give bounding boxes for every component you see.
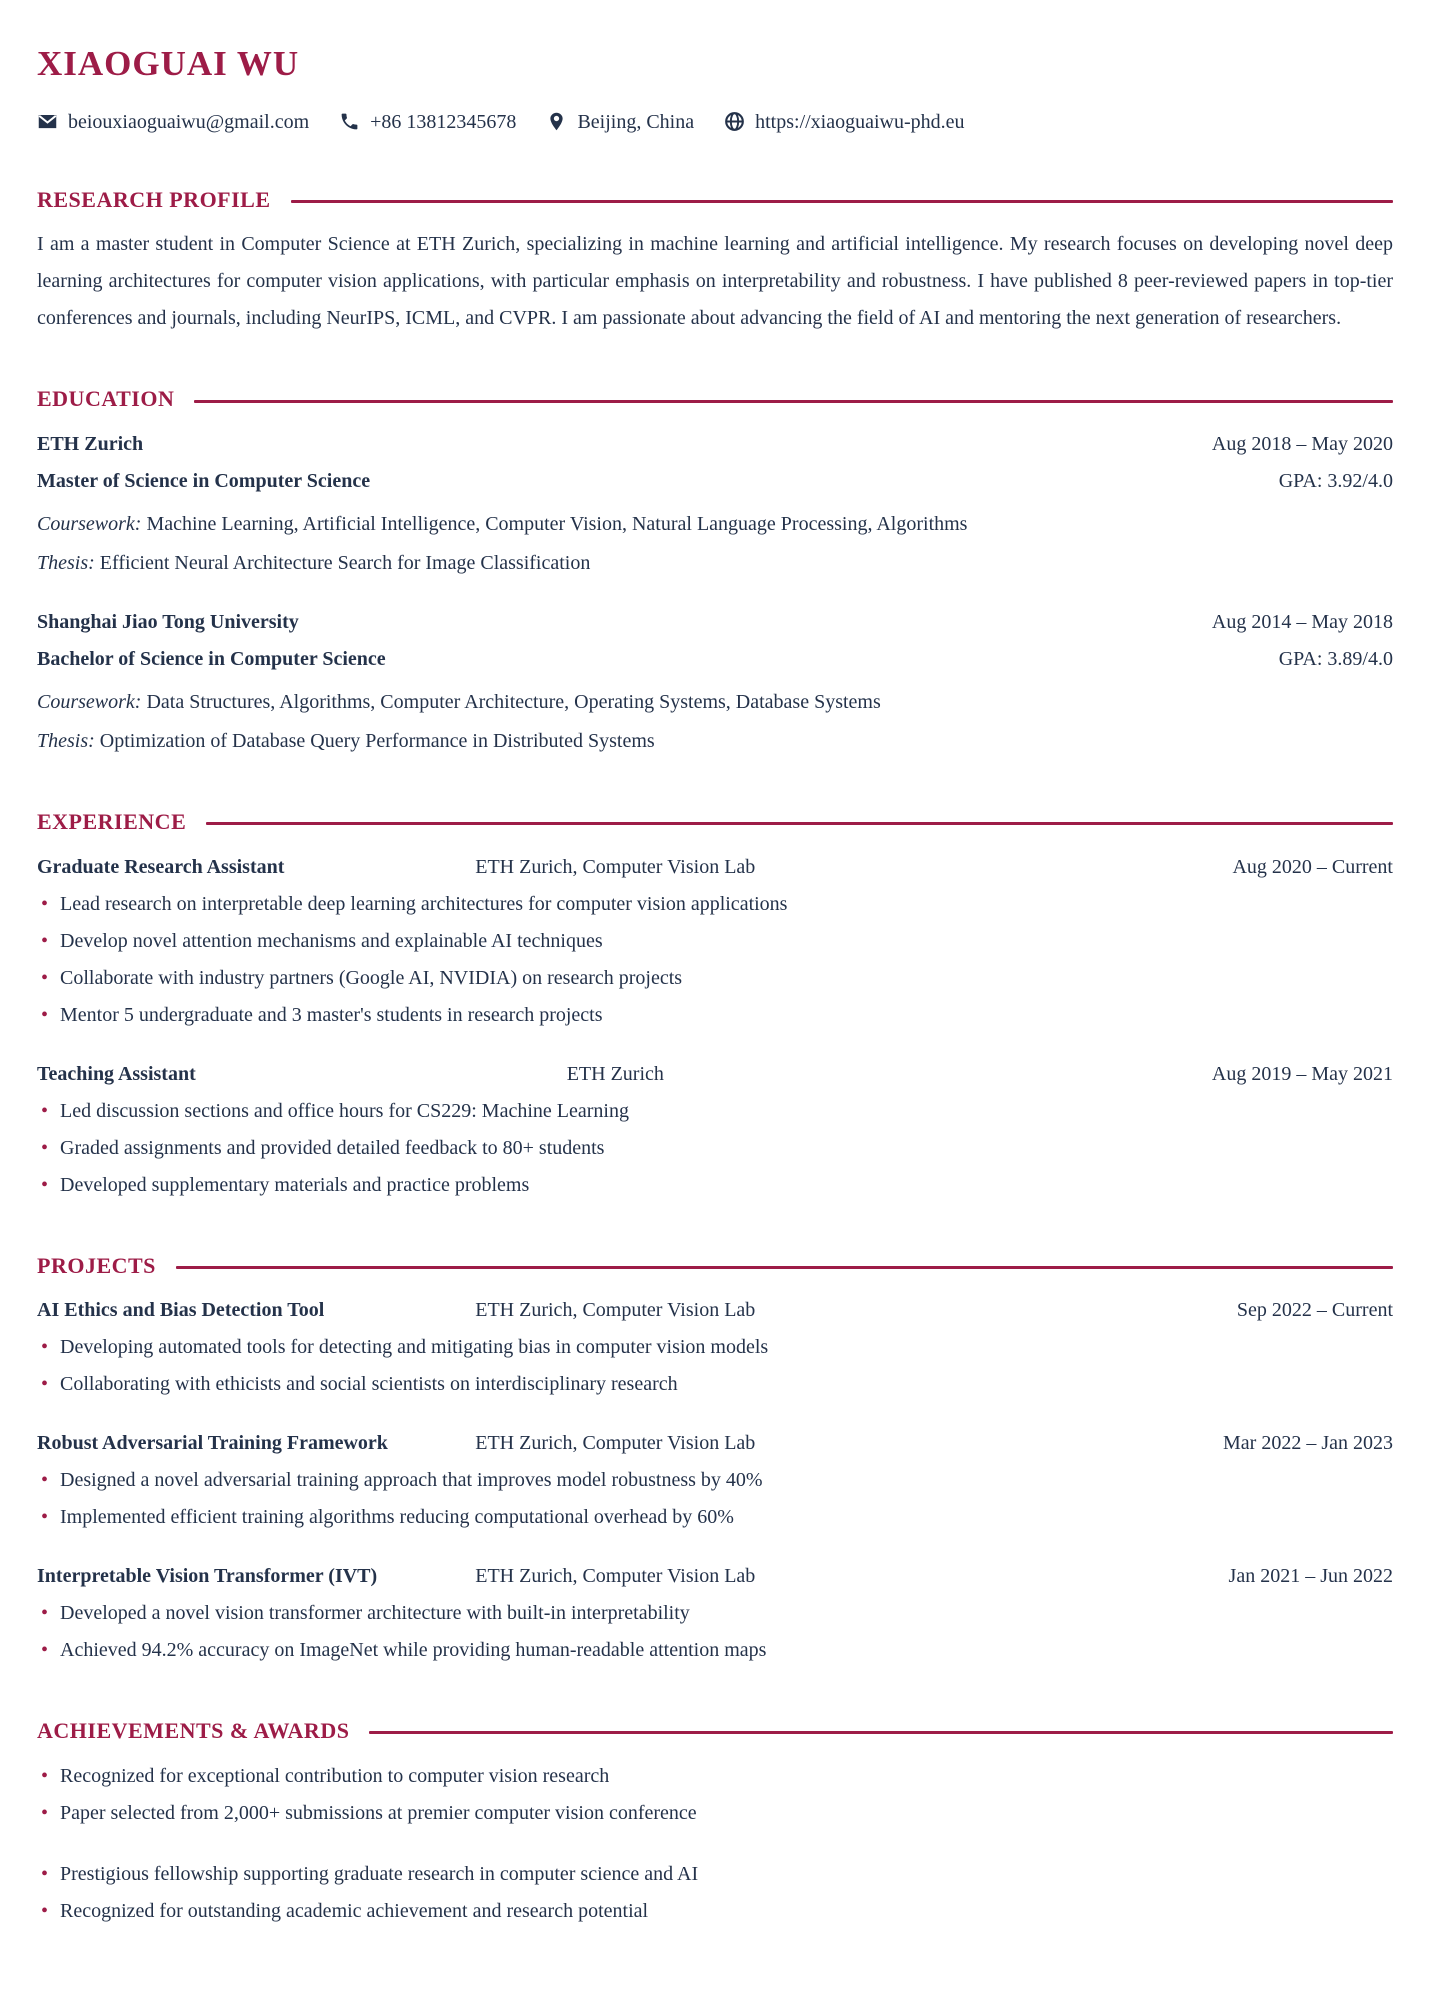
project-bullets <box>37 1329 1393 1403</box>
education-dates: Aug 2018 – May 2020 <box>1211 432 1393 455</box>
award-group <box>37 1758 1393 1832</box>
award-group <box>37 1856 1393 1930</box>
bullet-item: • Lead research on interpretable deep learning architectures for computer vision applications <box>37 886 1393 923</box>
thesis-label: Thesis: <box>37 551 95 574</box>
section-divider <box>194 400 1393 403</box>
section-title: EDUCATION <box>37 386 175 412</box>
contact-email <box>37 108 309 136</box>
section-heading-education <box>37 385 1393 414</box>
experience-bullets <box>37 1093 1393 1204</box>
organization: ETH Zurich, Computer Vision Lab <box>475 1432 756 1455</box>
coursework-line <box>37 506 1393 543</box>
coursework-line <box>37 684 1393 721</box>
experience-entry <box>37 849 1393 1034</box>
education-entry <box>37 604 1393 760</box>
email-icon <box>37 111 58 132</box>
bullet-item: • Develop novel attention mechanisms and explainable AI techniques <box>37 923 1393 960</box>
experience-dates: Aug 2019 – May 2021 <box>1211 1062 1393 1085</box>
project-dates: Mar 2022 – Jan 2023 <box>1223 1432 1393 1455</box>
contact-location <box>546 108 694 136</box>
bullet-item: • Paper selected from 2,000+ submissions at premier computer vision conference <box>37 1795 1393 1832</box>
contact-row <box>37 108 1393 136</box>
section-heading-projects <box>37 1252 1393 1281</box>
bullet-item: • Designed a novel adversarial training approach that improves model robustness by 40% <box>37 1462 1393 1499</box>
bullet-item: • Mentor 5 undergraduate and 3 master's students in research projects <box>37 997 1393 1034</box>
project-dates: Jan 2021 – Jun 2022 <box>1228 1565 1393 1588</box>
section-divider <box>176 1266 1393 1269</box>
bullet-item: • Graded assignments and provided detailed feedback to 80+ students <box>37 1130 1393 1167</box>
organization: ETH Zurich, Computer Vision Lab <box>475 855 756 878</box>
experience-entry <box>37 1056 1393 1204</box>
bullet-item: • Developing automated tools for detecting and mitigating bias in computer vision models <box>37 1329 1393 1366</box>
coursework-label: Coursework: <box>37 512 142 535</box>
project-title: AI Ethics and Bias Detection Tool <box>37 1299 325 1322</box>
coursework-list: Machine Learning, Artificial Intelligence, Computer Vision, Natural Language Processing, Algorithms <box>146 512 968 535</box>
gpa-value: GPA: 3.92/4.0 <box>1278 469 1393 492</box>
contact-phone-text[interactable]: +86 13812345678 <box>370 110 517 133</box>
bullet-item: • Recognized for exceptional contribution to computer vision research <box>37 1758 1393 1795</box>
contact-phone <box>339 108 516 136</box>
section-title: RESEARCH PROFILE <box>37 186 271 212</box>
project-entry <box>37 1292 1393 1403</box>
thesis-line <box>37 723 1393 760</box>
project-entry <box>37 1558 1393 1669</box>
project-dates: Sep 2022 – Current <box>1236 1299 1393 1322</box>
globe-icon <box>724 111 745 132</box>
bullet-item: • Achieved 94.2% accuracy on ImageNet while providing human-readable attention maps <box>37 1632 1393 1669</box>
project-bullets <box>37 1462 1393 1536</box>
section-heading-experience <box>37 808 1393 837</box>
degree-name: Bachelor of Science in Computer Science <box>37 647 386 670</box>
project-bullets <box>37 1595 1393 1669</box>
thesis-title: Optimization of Database Query Performance in Distributed Systems <box>99 729 655 752</box>
section-title: PROJECTS <box>37 1252 156 1278</box>
contact-website-text[interactable]: https://xiaoguaiwu-phd.eu <box>755 110 965 133</box>
organization: ETH Zurich, Computer Vision Lab <box>475 1565 756 1588</box>
degree-name: Master of Science in Computer Science <box>37 469 371 492</box>
thesis-line <box>37 545 1393 582</box>
section-divider <box>369 1731 1393 1734</box>
research-profile-text: I am a master student in Computer Science at ETH Zurich, specializing in machine learning and artificial intelligence. My research focuses on developing novel deep learning architectures for computer vision applications, with particular emphasis on interpretability and robustness. I have published 8 peer-reviewed papers in top-tier conferences and journals, including NeurIPS, ICML, and CVPR. I am passionate about advancing the field of AI and mentoring the next generation of researchers. <box>37 233 1393 330</box>
awards-body <box>37 1758 1393 1930</box>
thesis-title: Efficient Neural Architecture Search for Image Classification <box>99 551 591 574</box>
bullet-item: • Developed supplementary materials and practice problems <box>37 1167 1393 1204</box>
section-heading-research-profile <box>37 186 1393 215</box>
section-divider <box>206 822 1393 825</box>
role-title: Graduate Research Assistant <box>37 855 285 878</box>
experience-dates: Aug 2020 – Current <box>1232 855 1393 878</box>
experience-bullets <box>37 886 1393 1034</box>
bullet-item: • Led discussion sections and office hours for CS229: Machine Learning <box>37 1093 1393 1130</box>
page-title: XIAOGUAI WU <box>37 44 300 83</box>
bullet-item: • Collaborate with industry partners (Google AI, NVIDIA) on research projects <box>37 960 1393 997</box>
project-title: Interpretable Vision Transformer (IVT) <box>37 1565 378 1588</box>
education-dates: Aug 2014 – May 2018 <box>1211 610 1393 633</box>
bullet-item: • Developed a novel vision transformer architecture with built-in interpretability <box>37 1595 1393 1632</box>
section-divider <box>291 200 1393 203</box>
organization: ETH Zurich <box>566 1062 664 1085</box>
education-entry <box>37 426 1393 582</box>
thesis-label: Thesis: <box>37 729 95 752</box>
section-heading-awards <box>37 1717 1393 1746</box>
contact-location-text: Beijing, China <box>577 110 695 133</box>
bullet-item: • Implemented efficient training algorithms reducing computational overhead by 60% <box>37 1499 1393 1536</box>
bullet-item: • Collaborating with ethicists and social scientists on interdisciplinary research <box>37 1366 1393 1403</box>
project-title: Robust Adversarial Training Framework <box>37 1432 388 1455</box>
section-title: ACHIEVEMENTS & AWARDS <box>37 1718 350 1744</box>
section-title: EXPERIENCE <box>37 808 187 834</box>
bullet-item: • Recognized for outstanding academic achievement and research potential <box>37 1893 1393 1930</box>
role-title: Teaching Assistant <box>37 1062 196 1085</box>
organization: ETH Zurich, Computer Vision Lab <box>475 1299 756 1322</box>
project-entry <box>37 1425 1393 1536</box>
gpa-value: GPA: 3.89/4.0 <box>1278 647 1393 670</box>
coursework-list: Data Structures, Algorithms, Computer Architecture, Operating Systems, Database Systems <box>146 690 881 713</box>
bullet-item: • Prestigious fellowship supporting graduate research in computer science and AI <box>37 1856 1393 1893</box>
school-name: ETH Zurich <box>37 432 144 455</box>
location-pin-icon <box>546 111 567 132</box>
contact-website <box>724 108 964 136</box>
school-name: Shanghai Jiao Tong University <box>37 610 299 633</box>
contact-email-text[interactable]: beiouxiaoguaiwu@gmail.com <box>68 110 310 133</box>
phone-icon <box>339 111 360 132</box>
coursework-label: Coursework: <box>37 690 142 713</box>
